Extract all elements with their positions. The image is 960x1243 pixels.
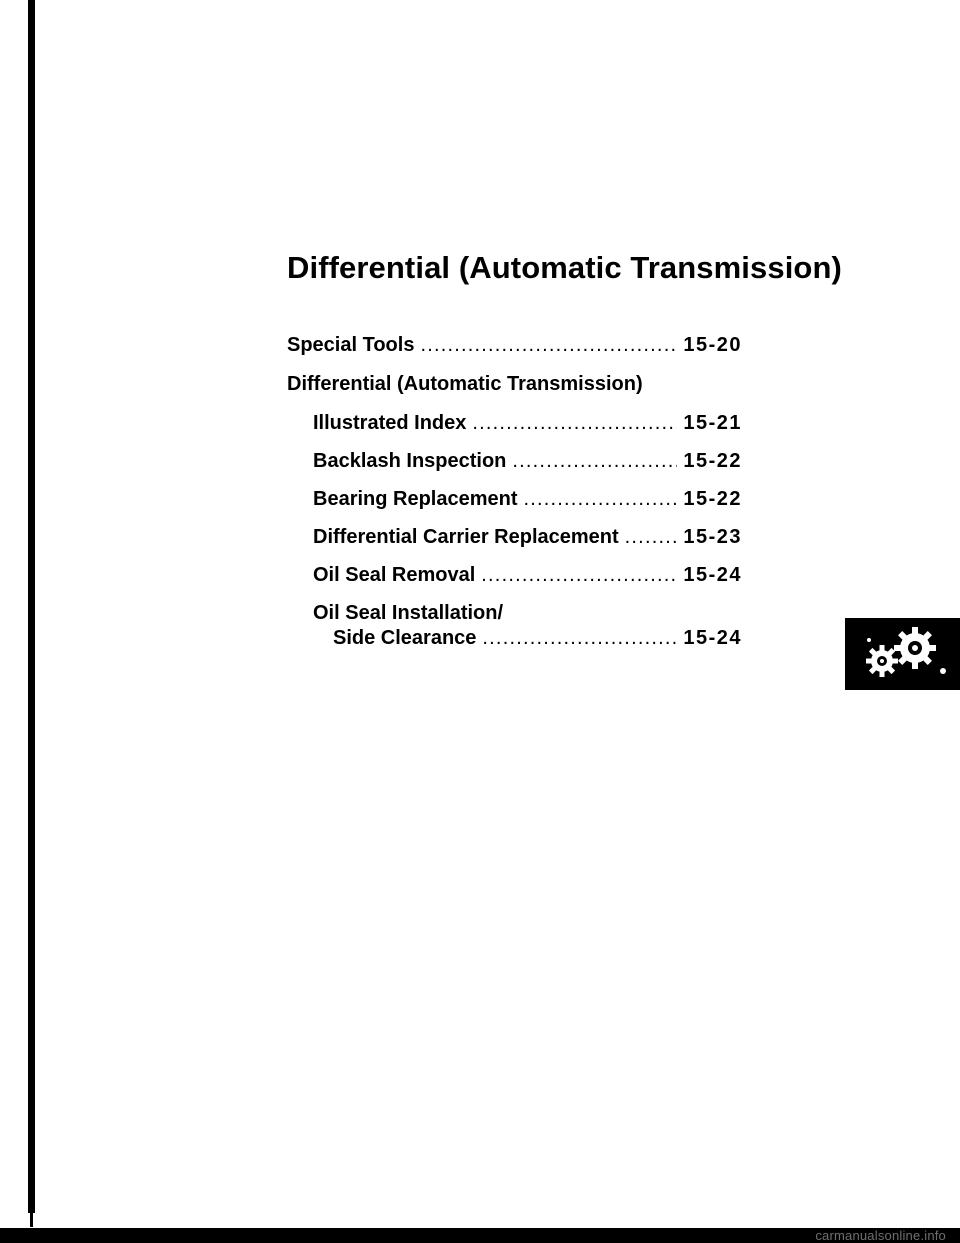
- toc-page-number: 15-20: [683, 334, 742, 356]
- toc-label: Backlash Inspection: [313, 450, 507, 472]
- table-of-contents: [287, 333, 742, 651]
- toc-entry-oil-seal-installation[interactable]: [287, 601, 742, 651]
- section-tab[interactable]: [845, 618, 960, 690]
- toc-entry-carrier-replacement[interactable]: [287, 525, 742, 550]
- dot-leader: [524, 487, 678, 512]
- toc-page-number: 15-22: [683, 450, 742, 472]
- gears-icon: [845, 618, 960, 690]
- toc-label-line2: Side Clearance: [333, 627, 477, 649]
- toc-page-number: 15-21: [683, 412, 742, 434]
- toc-label: Oil Seal Removal: [313, 564, 476, 586]
- toc-page-number: 15-24: [683, 564, 742, 586]
- toc-page-number: 15-23: [683, 526, 742, 548]
- toc-label: Illustrated Index: [313, 412, 467, 434]
- toc-entry-illustrated-index[interactable]: [287, 411, 742, 436]
- toc-entry-line2: [287, 626, 742, 651]
- watermark: carmanualsonline.info: [815, 1228, 946, 1243]
- section-title: Differential (Automatic Transmission): [287, 250, 842, 285]
- dot-leader: [420, 333, 677, 358]
- dot-leader: [625, 525, 678, 550]
- toc-label: Special Tools: [287, 334, 415, 356]
- dot-leader: [512, 449, 677, 474]
- dot-leader: [482, 626, 677, 651]
- toc-group-heading: Differential (Automatic Transmission): [287, 373, 643, 395]
- toc-entry-bearing-replacement[interactable]: [287, 487, 742, 512]
- toc-label-line1: Oil Seal Installation/: [313, 602, 504, 624]
- binding-bar: [28, 0, 35, 1213]
- dot-leader: [472, 411, 677, 436]
- toc-entry-special-tools[interactable]: [287, 333, 742, 358]
- toc-page-number: 15-24: [683, 627, 742, 649]
- dot-leader: [481, 563, 677, 588]
- toc-label: Bearing Replacement: [313, 488, 518, 510]
- toc-label: Differential Carrier Replacement: [313, 526, 619, 548]
- binding-bar-tip: [30, 1213, 33, 1227]
- toc-entry-oil-seal-removal[interactable]: [287, 563, 742, 588]
- toc-page-number: 15-22: [683, 488, 742, 510]
- toc-entry-backlash-inspection[interactable]: [287, 449, 742, 474]
